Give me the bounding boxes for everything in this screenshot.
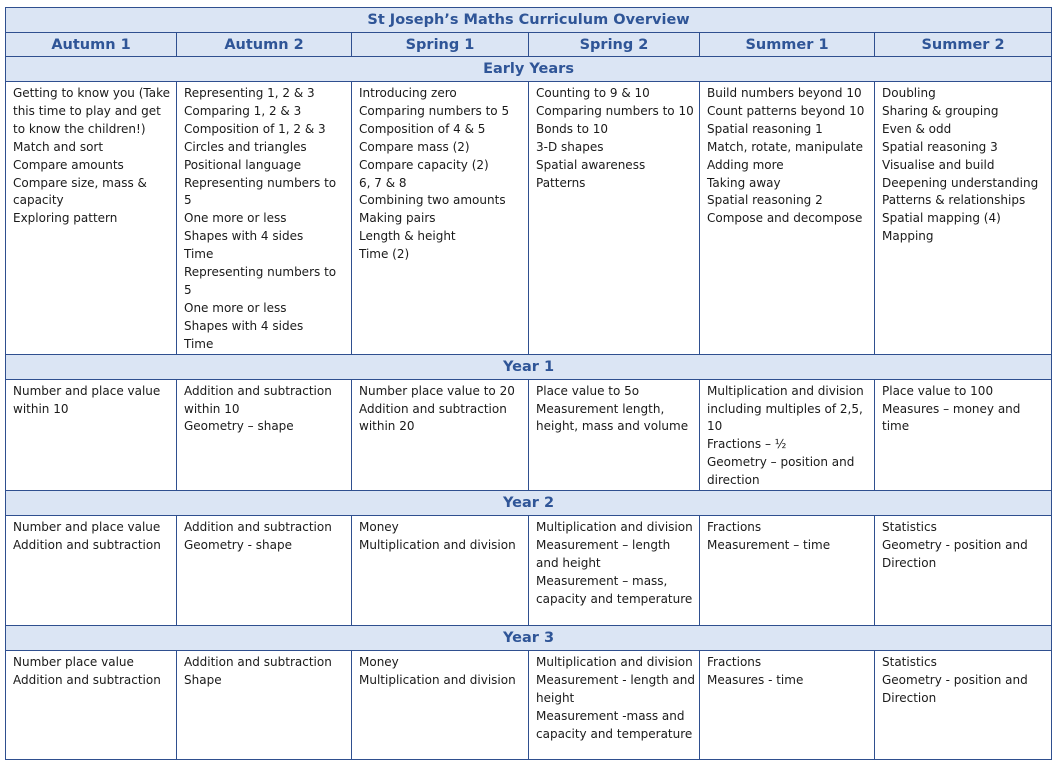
topic-item: Build numbers beyond 10 xyxy=(707,86,862,100)
topic-cell xyxy=(352,651,529,760)
topic-item: Match, rotate, manipulate xyxy=(707,139,864,154)
topic-item: Addition and subtraction within 20 xyxy=(359,401,507,434)
topic-item: Patterns & relationships xyxy=(882,193,1026,208)
topic-item: Time xyxy=(184,247,214,262)
topic-item: Shapes with 4 sides xyxy=(184,318,304,333)
topic-item: Multiplication and division xyxy=(536,655,693,670)
topic-item: Fractions xyxy=(707,520,762,535)
topic-item: Spatial reasoning 3 xyxy=(882,139,998,154)
topic-item: Visualise and build xyxy=(882,157,995,172)
table-row xyxy=(6,516,1052,626)
topic-item: Compare mass (2) xyxy=(359,139,470,154)
topic-item: Spatial reasoning 2 xyxy=(707,193,823,208)
topic-item: Deepening understanding xyxy=(882,175,1039,190)
topic-item: One more or less xyxy=(184,211,287,226)
topic-item: Representing numbers to 5 xyxy=(184,265,337,297)
topic-item: Compare capacity (2) xyxy=(359,157,489,172)
topic-cell xyxy=(875,651,1052,760)
section-heading: Year 2 xyxy=(6,491,1052,516)
topic-item: Match and sort xyxy=(13,139,104,154)
topic-item: Time xyxy=(184,336,214,351)
topic-cell xyxy=(6,651,177,760)
topic-item: Measurement -mass and capacity and temperature xyxy=(536,708,693,741)
topic-cell xyxy=(6,379,177,490)
topic-item: Measurement length, height, mass and volume xyxy=(536,401,689,434)
topic-item: Adding more xyxy=(707,157,784,172)
topic-item: Number and place value within 10 xyxy=(13,383,161,416)
topic-item: Doubling xyxy=(882,86,936,100)
topic-item: Introducing zero xyxy=(359,86,457,100)
term-header: Spring 2 xyxy=(529,33,700,57)
topic-item: Time (2) xyxy=(359,247,410,262)
topic-cell xyxy=(875,82,1052,355)
topic-cell xyxy=(177,651,352,760)
topic-item: Multiplication and division including multiples of 2,5, 10 xyxy=(707,383,864,434)
topic-item: Even & odd xyxy=(882,121,952,136)
table-row xyxy=(6,82,1052,355)
topic-item: Patterns xyxy=(536,175,586,190)
term-header: Autumn 2 xyxy=(177,33,352,57)
topic-item: Geometry - shape xyxy=(184,537,293,552)
topic-cell xyxy=(529,82,700,355)
topic-item: Geometry - position and Direction xyxy=(882,672,1028,705)
topic-item: Taking away xyxy=(707,175,781,190)
topic-item: Shapes with 4 sides xyxy=(184,229,304,244)
topic-item: Combining two amounts xyxy=(359,193,506,208)
topic-cell xyxy=(529,516,700,626)
term-header: Autumn 1 xyxy=(6,33,177,57)
topic-item: Number place value xyxy=(13,655,134,670)
topic-item: Multiplication and division xyxy=(359,537,516,552)
topic-item: Addition and subtraction xyxy=(184,655,332,670)
topic-item: Compare size, mass & capacity xyxy=(13,175,147,208)
table-row xyxy=(6,651,1052,760)
topic-cell xyxy=(352,516,529,626)
topic-item: Number and place value xyxy=(13,520,161,535)
topic-item: Composition of 4 & 5 xyxy=(359,121,486,136)
topic-cell xyxy=(352,379,529,490)
topic-item: Place value to 5o xyxy=(536,383,640,398)
topic-item: Multiplication and division xyxy=(359,672,516,687)
topic-item: Money xyxy=(359,520,399,535)
topic-item: Shape xyxy=(184,672,222,687)
section-heading: Early Years xyxy=(6,57,1052,82)
topic-item: Fractions xyxy=(707,655,762,670)
topic-item: Number place value to 20 xyxy=(359,383,515,398)
topic-item: Measures - time xyxy=(707,672,804,687)
topic-item: Money xyxy=(359,655,399,670)
topic-item: Length & height xyxy=(359,229,456,244)
topic-item: Addition and subtraction xyxy=(184,520,332,535)
topic-item: Measurement - length and height xyxy=(536,672,695,705)
topic-item: Comparing 1, 2 & 3 xyxy=(184,103,302,118)
topic-cell xyxy=(6,82,177,355)
topic-item: Fractions – ½ xyxy=(707,437,787,452)
topic-cell xyxy=(700,379,875,490)
topic-cell xyxy=(700,651,875,760)
topic-item: Compare amounts xyxy=(13,157,124,172)
topic-item: Circles and triangles xyxy=(184,139,307,154)
sections-body xyxy=(6,57,1052,760)
topic-item: Spatial mapping (4) xyxy=(882,211,1001,226)
topic-item: Composition of 1, 2 & 3 xyxy=(184,121,326,136)
curriculum-table xyxy=(5,7,1052,760)
topic-item: Exploring pattern xyxy=(13,211,118,226)
topic-cell xyxy=(529,651,700,760)
topic-item: Addition and subtraction xyxy=(13,672,161,687)
topic-item: Geometry - position and Direction xyxy=(882,537,1028,570)
page-title: St Joseph’s Maths Curriculum Overview xyxy=(6,8,1052,33)
topic-item: Measurement – time xyxy=(707,537,831,552)
section-heading: Year 3 xyxy=(6,626,1052,651)
topic-cell xyxy=(700,82,875,355)
topic-item: Making pairs xyxy=(359,211,436,226)
topic-item: Measures – money and time xyxy=(882,401,1021,434)
topic-item: Geometry – shape xyxy=(184,419,294,434)
topic-item: Mapping xyxy=(882,229,934,244)
topic-cell xyxy=(875,379,1052,490)
topic-item: Positional language xyxy=(184,157,302,172)
topic-item: Count patterns beyond 10 xyxy=(707,103,865,118)
topic-item: Counting to 9 & 10 xyxy=(536,86,650,100)
topic-cell xyxy=(700,516,875,626)
topic-item: Representing numbers to 5 xyxy=(184,175,337,208)
topic-cell xyxy=(6,516,177,626)
topic-item: Measurement – length and height xyxy=(536,537,671,570)
topic-item: Comparing numbers to 10 xyxy=(536,103,694,118)
topic-item: 6, 7 & 8 xyxy=(359,175,407,190)
term-header-row xyxy=(6,33,1052,57)
topic-cell xyxy=(352,82,529,355)
topic-item: Representing 1, 2 & 3 xyxy=(184,86,315,100)
topic-cell xyxy=(529,379,700,490)
term-header: Spring 1 xyxy=(352,33,529,57)
topic-item: Spatial awareness xyxy=(536,157,646,172)
topic-item: Measurement – mass, capacity and temperature xyxy=(536,573,693,606)
section-heading: Year 1 xyxy=(6,354,1052,379)
topic-item: Sharing & grouping xyxy=(882,103,999,118)
topic-item: Bonds to 10 xyxy=(536,121,608,136)
topic-item: Addition and subtraction xyxy=(13,537,161,552)
term-header: Summer 2 xyxy=(875,33,1052,57)
topic-item: Statistics xyxy=(882,655,937,670)
topic-item: Addition and subtraction within 10 xyxy=(184,383,332,416)
table-row xyxy=(6,379,1052,490)
topic-item: 3-D shapes xyxy=(536,139,604,154)
topic-item: Statistics xyxy=(882,520,937,535)
topic-item: Multiplication and division xyxy=(536,520,693,535)
topic-item: One more or less xyxy=(184,300,287,315)
topic-item: Geometry – position and direction xyxy=(707,455,855,488)
term-header: Summer 1 xyxy=(700,33,875,57)
topic-item: Place value to 100 xyxy=(882,383,994,398)
topic-cell xyxy=(177,82,352,355)
topic-item: Getting to know you (Take this time to play and get to know the children!) xyxy=(13,86,170,136)
topic-item: Compose and decompose xyxy=(707,211,863,226)
topic-cell xyxy=(875,516,1052,626)
topic-cell xyxy=(177,516,352,626)
topic-item: Comparing numbers to 5 xyxy=(359,103,510,118)
topic-item: Spatial reasoning 1 xyxy=(707,121,823,136)
topic-cell xyxy=(177,379,352,490)
